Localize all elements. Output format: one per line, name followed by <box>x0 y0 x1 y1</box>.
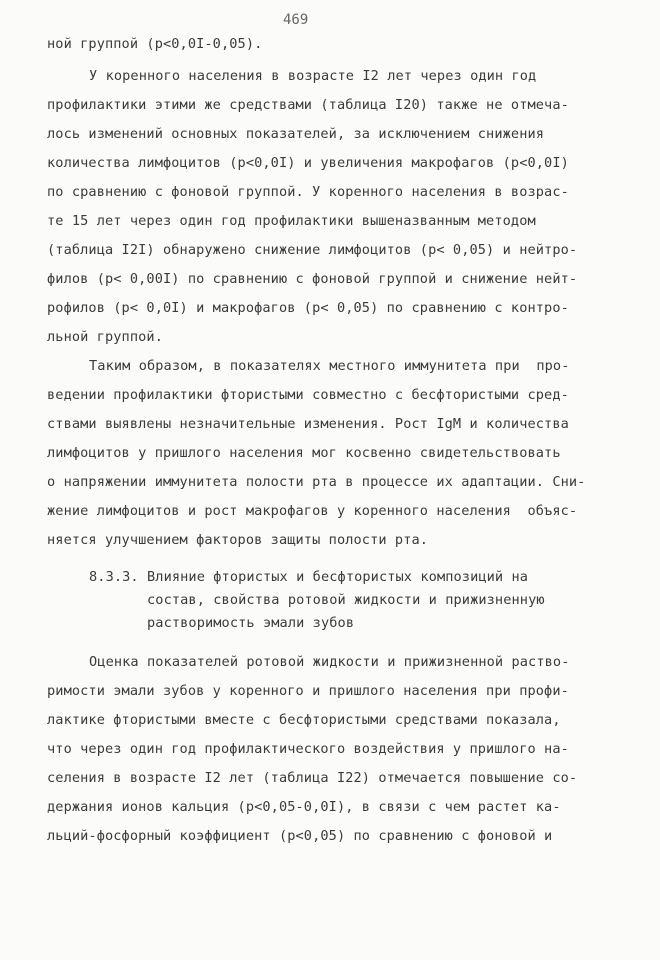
section-title-line: Влияние фтористых и бесфтористых композиций на <box>147 569 529 585</box>
text-line: лось изменений основных показателей, за исключением снижения <box>47 126 545 142</box>
text-line: по сравнению с фоновой группой. У коренного населения в возрас- <box>47 184 569 200</box>
text-line: количества лимфоцитов (р<0,0I) и увеличения макрофагов (р<0,0I) <box>47 155 569 171</box>
section-title-line: состав, свойства ротовой жидкости и прижизненную <box>147 592 545 608</box>
text-line: льций-фосфорный коэффициент (р<0,05) по сравнению с фоновой и <box>47 828 553 844</box>
text-line: те 15 лет через один год профилактики вышеназванным методом <box>47 213 536 229</box>
text-line: селения в возрасте I2 лет (таблица I22) отмечается повышение со- <box>47 770 578 786</box>
text-line: лактике фтористыми вместе с бесфтористыми средствами показала, <box>47 712 561 728</box>
page-number: 469 <box>283 12 309 28</box>
text-line: ствами выявлены незначительные изменения. Рост IgM и количества <box>47 416 569 432</box>
text-line: ной группой (р<0,0I-0,05). <box>47 36 263 52</box>
text-line: У коренного населения в возрасте I2 лет через один год <box>89 68 537 84</box>
text-line: (таблица I2I) обнаружено снижение лимфоцитов (р< 0,05) и нейтро- <box>47 242 578 258</box>
text-line: Оценка показателей ротовой жидкости и прижизненной раство- <box>89 654 570 670</box>
text-line: рофилов (р< 0,0I) и макрофагов (р< 0,05) по сравнению с контро- <box>47 300 569 316</box>
text-line: профилактики этими же средствами (таблица I20) также не отмеча- <box>47 97 569 113</box>
text-line: жение лимфоцитов и рост макрофагов у коренного населения объяс- <box>47 503 578 519</box>
text-line: ведении профилактики фтористыми совместно с бесфтористыми сред- <box>47 387 569 403</box>
section-title-line: растворимость эмали зубов <box>147 615 355 631</box>
text-line: льной группой. <box>47 329 163 345</box>
text-line: филов (р< 0,00I) по сравнению с фоновой группой и снижение нейт- <box>47 271 578 287</box>
section-number: 8.3.3. <box>89 569 139 585</box>
text-line: что через один год профилактического воздействия у пришлого на- <box>47 741 569 757</box>
text-line: о напряжении иммунитета полости рта в процессе их адаптации. Сни- <box>47 474 586 490</box>
text-line: няется улучшением факторов защиты полости рта. <box>47 532 429 548</box>
text-line: лимфоцитов у пришлого населения мог косвенно свидетельствовать <box>47 445 561 461</box>
text-line: Таким образом, в показателях местного иммунитета при про- <box>89 358 570 374</box>
text-line: римости эмали зубов у коренного и пришлого населения при профи- <box>47 683 569 699</box>
text-line: держания ионов кальция (р<0,05-0,0I), в связи с чем растет ка- <box>47 799 561 815</box>
